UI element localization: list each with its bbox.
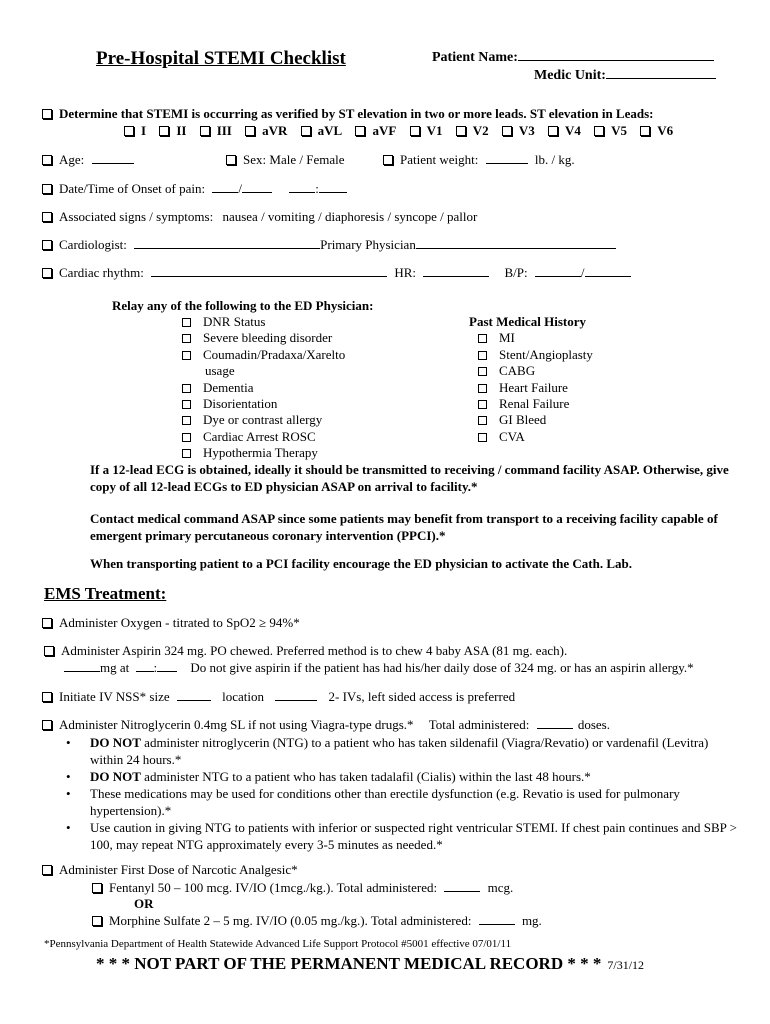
stemi-check-row xyxy=(42,106,654,122)
onset-day-input[interactable] xyxy=(242,181,272,193)
age-label: Age: xyxy=(59,152,85,167)
hr-label: HR: xyxy=(394,265,417,280)
aspirin-mg-input[interactable] xyxy=(64,660,100,672)
ntg-total-input[interactable] xyxy=(537,717,573,729)
onset-month-input[interactable] xyxy=(212,181,238,193)
rhythm-row: Cardiac rhythm: HR: B/P: / xyxy=(42,265,631,281)
pmh-list xyxy=(469,314,593,445)
lead-avr[interactable]: aVR xyxy=(245,123,287,138)
not-permanent-record xyxy=(96,954,644,974)
physicians-row xyxy=(42,237,616,253)
age-input[interactable] xyxy=(92,152,134,164)
sex-checkbox[interactable] xyxy=(226,155,236,165)
aspirin-warning: Do not give aspirin if the patient has had his/her daily dose of 324 mg. or has an aspirin allergy.* xyxy=(190,660,694,675)
fentanyl-unit: mcg. xyxy=(487,880,514,895)
lead-v5[interactable]: V5 xyxy=(594,123,627,138)
cardiologist-checkbox[interactable] xyxy=(42,240,52,250)
iv-label: Initiate IV NSS* size xyxy=(59,689,170,704)
lead-avl[interactable]: aVL xyxy=(301,123,343,138)
oxygen-text: Administer Oxygen - titrated to SpO2 ≥ 94%* xyxy=(59,615,300,630)
aspirin-checkbox[interactable] xyxy=(44,646,54,656)
relay-item-hypothermia[interactable]: Hypothermia Therapy xyxy=(182,445,345,461)
fentanyl-total-input[interactable] xyxy=(444,880,480,892)
morphine-row xyxy=(92,913,542,929)
relay-item-allergy[interactable]: Dye or contrast allergy xyxy=(182,412,345,428)
relay-title: Relay any of the following to the ED Physician: xyxy=(112,298,374,313)
sex-label: Sex: Male / Female xyxy=(243,152,345,167)
aspirin-row xyxy=(44,643,567,659)
onset-hour-input[interactable] xyxy=(289,181,315,193)
symptoms-checkbox[interactable] xyxy=(42,212,52,222)
relay-item-disorientation[interactable]: Disorientation xyxy=(182,396,345,412)
iv-note: 2- IVs, left sided access is preferred xyxy=(328,689,516,704)
patient-name-field[interactable] xyxy=(432,48,714,66)
lead-v3[interactable]: V3 xyxy=(502,123,535,138)
bp-diastolic-input[interactable] xyxy=(585,265,631,277)
symptoms-values: nausea / vomiting / diaphoresis / syncope / pallor xyxy=(222,209,478,224)
pmh-item-renal-failure[interactable]: Renal Failure xyxy=(478,396,593,412)
rhythm-label: Cardiac rhythm: xyxy=(59,265,144,280)
page-title: Pre-Hospital STEMI Checklist xyxy=(96,48,346,69)
lead-ii[interactable]: II xyxy=(159,123,186,138)
rhythm-checkbox[interactable] xyxy=(42,268,52,278)
ntg-bullet-4: • Use caution in giving NTG to patients with inferior or suspected right ventricular STEMI. If chest pain continues and SBP > 100, may repeat NTG approximately every 3-5 minutes as needed.* xyxy=(64,819,744,853)
stemi-text: Determine that STEMI is occurring as verified by ST elevation in two or more leads. ST elevation in Leads: xyxy=(59,106,654,121)
ntg-row xyxy=(42,717,610,733)
cardiologist-input[interactable] xyxy=(134,237,320,249)
fentanyl-checkbox[interactable] xyxy=(92,883,102,893)
pmh-title: Past Medical History xyxy=(469,314,586,329)
pmh-item-cva[interactable]: CVA xyxy=(478,429,593,445)
age-checkbox[interactable] xyxy=(42,155,52,165)
oxygen-checkbox[interactable] xyxy=(42,618,52,628)
hr-input[interactable] xyxy=(423,265,489,277)
onset-minute-input[interactable] xyxy=(319,181,347,193)
symptoms-label: Associated signs / symptoms: xyxy=(59,209,214,224)
ntg-bullet-3: • These medications may be used for conditions other than erectile dysfunction (e.g. Revatio is used for pulmonary hypertension).* xyxy=(64,785,744,819)
lead-v4[interactable]: V4 xyxy=(548,123,581,138)
not-permanent-text: * * * NOT PART OF THE PERMANENT MEDICAL RECORD * * * xyxy=(96,954,602,973)
iv-size-input[interactable] xyxy=(177,689,211,701)
ecg-instruction: If a 12-lead ECG is obtained, ideally it should be transmitted to receiving / command facility ASAP. Otherwise, give copy of all 12-lead ECGs to ED physician ASAP on arrival to facility.* xyxy=(90,462,729,494)
morphine-text: Morphine Sulfate 2 – 5 mg. IV/IO (0.05 mg./kg.). Total administered: xyxy=(109,913,472,928)
cardiologist-label: Cardiologist: xyxy=(59,237,127,252)
demographics-row xyxy=(42,152,575,168)
bp-systolic-input[interactable] xyxy=(535,265,581,277)
ntg-bullets xyxy=(64,734,744,853)
medic-unit-label: Medic Unit: xyxy=(534,68,606,83)
weight-input[interactable] xyxy=(486,152,528,164)
ntg-total-label: Total administered: xyxy=(428,717,530,732)
relay-item-dnr[interactable]: DNR Status xyxy=(182,314,345,330)
medic-unit-field[interactable] xyxy=(534,66,716,84)
lead-v6[interactable]: V6 xyxy=(640,123,673,138)
lead-avf[interactable]: aVF xyxy=(355,123,396,138)
iv-checkbox[interactable] xyxy=(42,692,52,702)
morphine-total-input[interactable] xyxy=(479,913,515,925)
rhythm-input[interactable] xyxy=(151,265,387,277)
pci-instruction: When transporting patient to a PCI facility encourage the ED physician to activate the Cath. Lab. xyxy=(90,556,633,571)
weight-label: Patient weight: xyxy=(399,152,479,167)
iv-location-input[interactable] xyxy=(275,689,317,701)
lead-v1[interactable]: V1 xyxy=(410,123,443,138)
weight-checkbox[interactable] xyxy=(383,155,393,165)
ntg-checkbox[interactable] xyxy=(42,720,52,730)
revision-date: 7/31/12 xyxy=(607,958,645,972)
aspirin-minute-input[interactable] xyxy=(157,660,177,672)
aspirin-row-2: mg at : Do not give aspirin if the patient has had his/her daily dose of 324 mg. or has an aspirin allergy.* xyxy=(64,660,694,676)
iv-row xyxy=(42,689,515,705)
bp-label: B/P: xyxy=(504,265,528,280)
ntg-bullet-2: • DO NOT administer NTG to a patient who has taken tadalafil (Cialis) within the last 48 hours.* xyxy=(64,768,744,785)
aspirin-hour-input[interactable] xyxy=(136,660,154,672)
pmh-item-stent[interactable]: Stent/Angioplasty xyxy=(478,347,593,363)
or-label: OR xyxy=(134,896,154,911)
relay-list xyxy=(182,314,345,462)
relay-item-anticoagulant-cont: usage xyxy=(205,363,235,379)
primary-physician-label: Primary Physician xyxy=(320,237,416,252)
narcotic-checkbox[interactable] xyxy=(42,865,52,875)
lead-i[interactable]: I xyxy=(124,123,146,138)
morphine-checkbox[interactable] xyxy=(92,916,102,926)
pmh-item-gi-bleed[interactable]: GI Bleed xyxy=(478,412,593,428)
contact-instruction: Contact medical command ASAP since some patients may benefit from transport to a receiving facility capable of emergent primary percutaneous coronary intervention (PPCI).* xyxy=(90,511,718,543)
lead-v2[interactable]: V2 xyxy=(456,123,489,138)
pmh-item-mi[interactable]: MI xyxy=(478,330,593,346)
onset-row: Date/Time of Onset of pain: / : xyxy=(42,181,347,197)
relay-item-anticoagulant[interactable]: Coumadin/Pradaxa/Xarelto xyxy=(182,347,345,363)
oxygen-row xyxy=(42,615,300,631)
morphine-unit: mg. xyxy=(521,913,542,928)
lead-checkboxes xyxy=(124,123,683,139)
pmh-item-cabg[interactable]: CABG xyxy=(478,363,593,379)
fentanyl-text: Fentanyl 50 – 100 mcg. IV/IO (1mcg./kg.). Total administered: xyxy=(109,880,438,895)
patient-name-label: Patient Name: xyxy=(432,50,518,65)
ntg-bullet-1: • DO NOT administer nitroglycerin (NTG) to a patient who has taken sildenafil (Viagra/Revatio) or vardenafil (Levitra) within 24 hours.* xyxy=(64,734,744,768)
narcotic-label: Administer First Dose of Narcotic Analgesic* xyxy=(59,862,298,877)
stemi-checkbox[interactable] xyxy=(42,109,52,119)
ntg-label: Administer Nitroglycerin 0.4mg SL if not using Viagra-type drugs.* xyxy=(59,717,414,732)
protocol-footnote: *Pennsylvania Department of Health Statewide Advanced Life Support Protocol #5001 effective 07/01/11 xyxy=(44,938,512,950)
fentanyl-row xyxy=(92,880,513,896)
narcotic-row xyxy=(42,862,298,878)
ntg-doses-label: doses. xyxy=(577,717,610,732)
symptoms-row xyxy=(42,209,477,225)
aspirin-text: Administer Aspirin 324 mg. PO chewed. Preferred method is to chew 4 baby ASA (81 mg. each). xyxy=(61,643,568,658)
iv-location-label: location xyxy=(222,689,264,704)
pmh-item-heart-failure[interactable]: Heart Failure xyxy=(478,380,593,396)
relay-item-dementia[interactable]: Dementia xyxy=(182,380,345,396)
primary-physician-input[interactable] xyxy=(416,237,616,249)
lead-iii[interactable]: III xyxy=(200,123,232,138)
ems-title: EMS Treatment: xyxy=(44,584,167,603)
relay-item-rosc[interactable]: Cardiac Arrest ROSC xyxy=(182,429,345,445)
weight-units: lb. / kg. xyxy=(534,152,575,167)
onset-label: Date/Time of Onset of pain: xyxy=(59,181,206,196)
onset-checkbox[interactable] xyxy=(42,184,52,194)
relay-item-bleeding[interactable]: Severe bleeding disorder xyxy=(182,330,345,346)
